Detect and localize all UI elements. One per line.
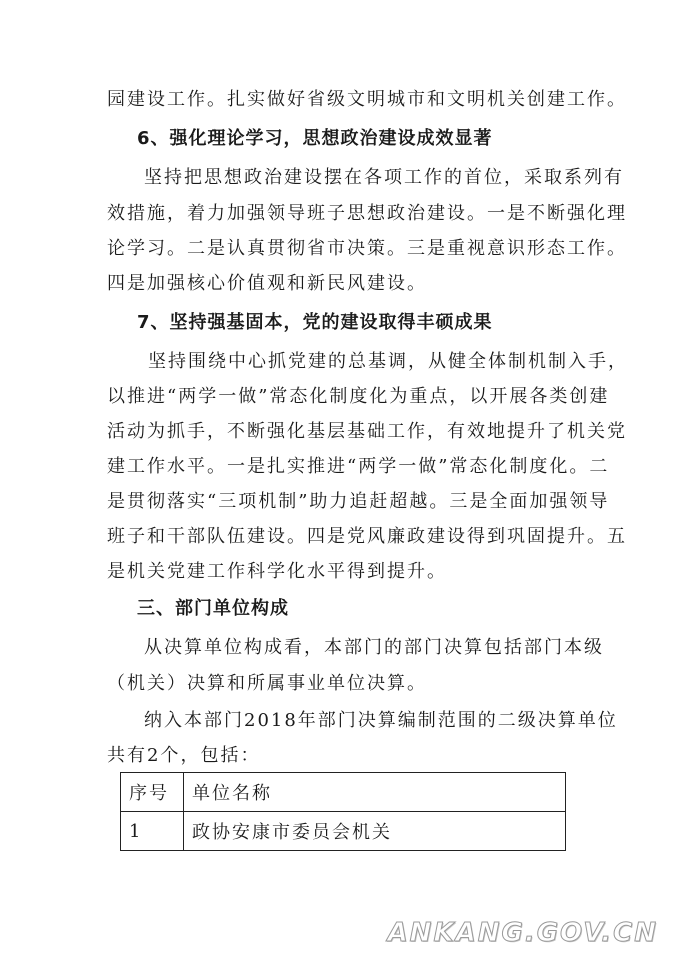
table-header-row <box>121 773 566 812</box>
paragraph-line: 效措施，着力加强领导班子思想政治建设。一是不断强化理 <box>107 203 627 224</box>
paragraph-line: 论学习。二是认真贯彻省市决策。三是重视意识形态工作。 <box>107 238 627 259</box>
paragraph-line: 园建设工作。扎实做好省级文明城市和文明机关创建工作。 <box>107 89 627 110</box>
paragraph-line: 是贯彻落实“三项机制”助力追赶超越。三是全面加强领导 <box>107 491 610 512</box>
section-heading: 7、坚持强基固本，党的建设取得丰硕成果 <box>137 312 493 333</box>
paragraph-line: 是机关党建工作科学化水平得到提升。 <box>107 561 447 582</box>
section-heading: 6、强化理论学习，思想政治建设成效显著 <box>137 128 493 149</box>
paragraph-line: 以推进“两学一做”常态化制度化为重点，以开展各类创建 <box>107 386 610 407</box>
paragraph-line: 建工作水平。一是扎实推进“两学一做”常态化制度化。二 <box>107 456 610 477</box>
paragraph-line: 坚持围绕中心抓党建的总基调，从健全体制机制入手， <box>148 351 628 372</box>
units-table <box>120 772 566 851</box>
paragraph-line: 班子和干部队伍建设。四是党风廉政建设得到巩固提升。五 <box>107 526 627 547</box>
paragraph-line: 纳入本部门2018年部门决算编制范围的二级决算单位 <box>144 710 618 731</box>
table-row <box>121 812 566 851</box>
paragraph-line: 从决算单位构成看，本部门的部门决算包括部门本级 <box>144 637 604 658</box>
paragraph-line: 共有2个，包括： <box>107 745 261 766</box>
paragraph-line: 活动为抓手，不断强化基层基础工作，有效地提升了机关党 <box>107 421 627 442</box>
site-watermark: ANKANG.GOV.CN <box>387 918 658 948</box>
table-header-cell: 序号 <box>121 773 184 812</box>
table-header-cell: 单位名称 <box>184 773 566 812</box>
paragraph-line: 四是加强核心价值观和新民风建设。 <box>107 273 427 294</box>
paragraph-line: 坚持把思想政治建设摆在各项工作的首位，采取系列有 <box>144 167 624 188</box>
section-heading: 三、部门单位构成 <box>137 598 289 619</box>
paragraph-line: （机关）决算和所属事业单位决算。 <box>107 673 427 694</box>
table-cell: 政协安康市委员会机关 <box>184 812 566 851</box>
table-cell: 1 <box>121 812 184 851</box>
